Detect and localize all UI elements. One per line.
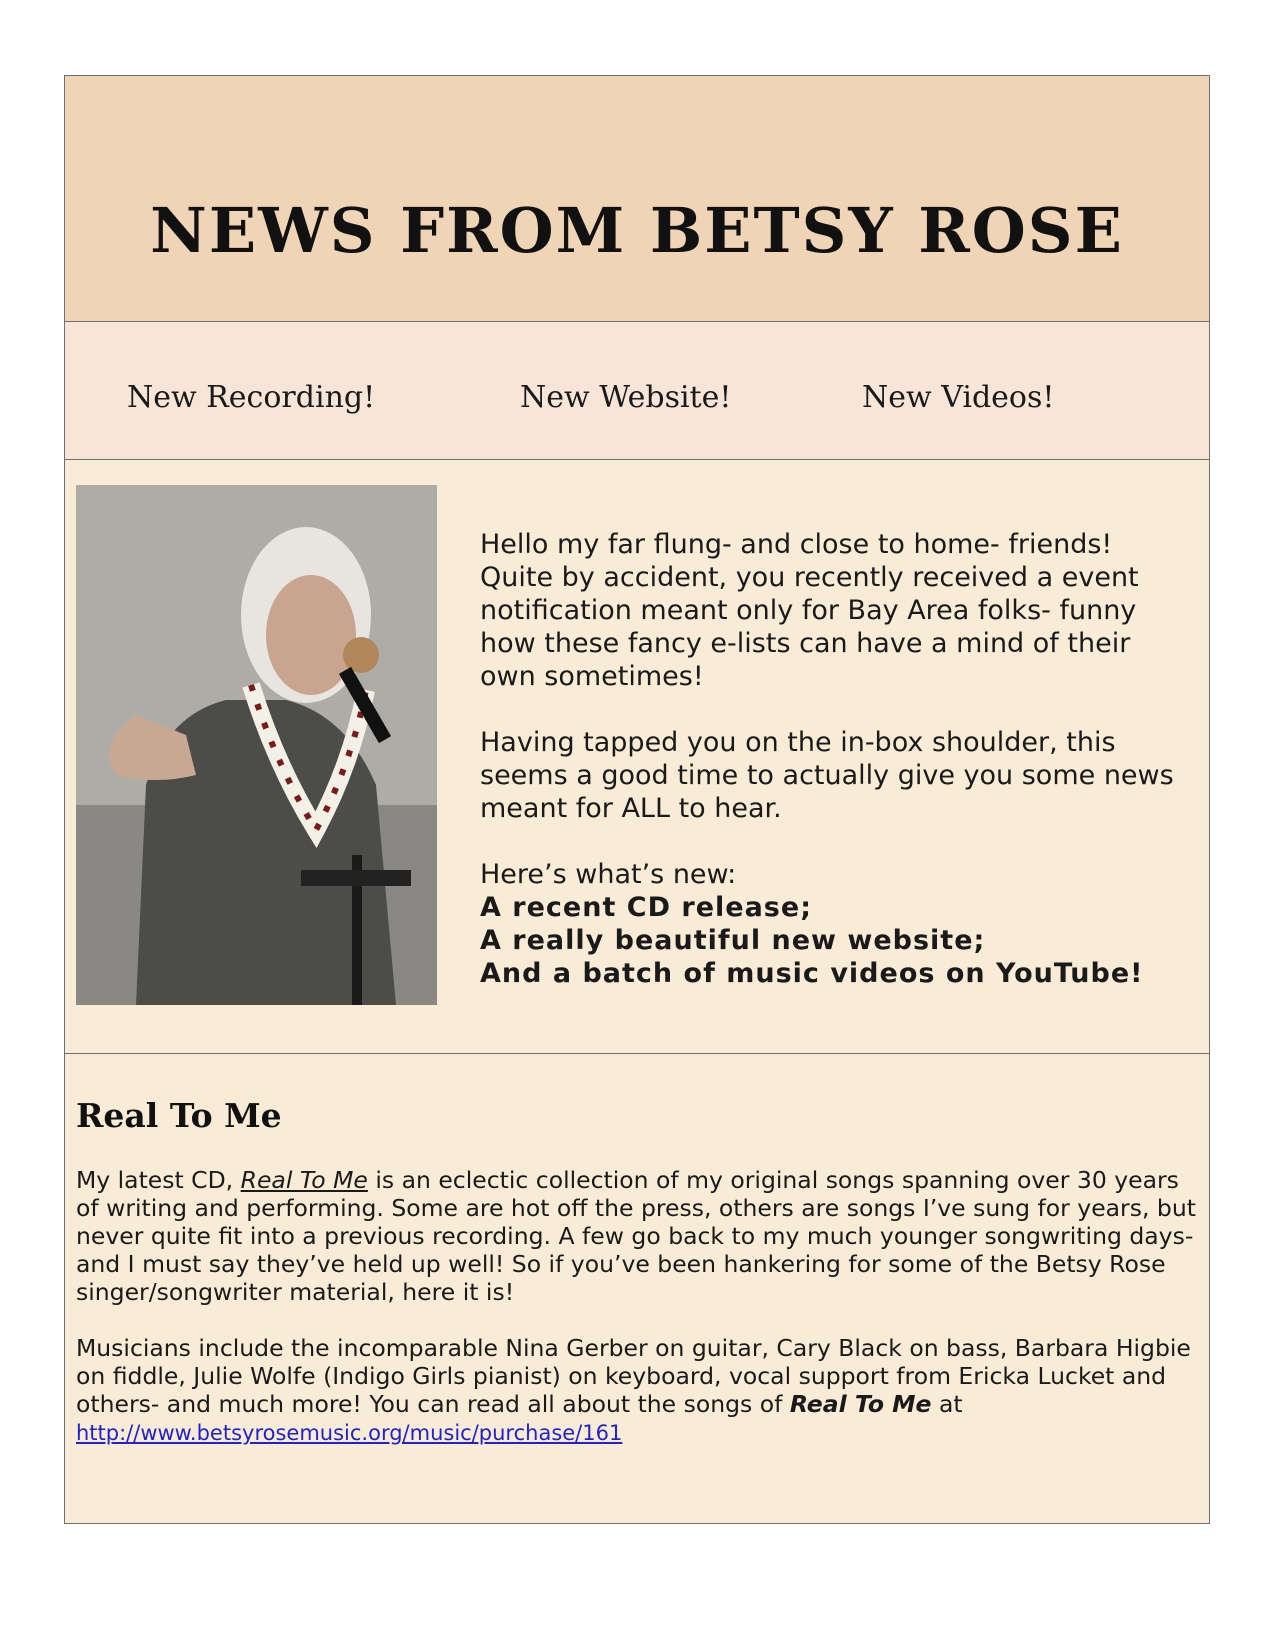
cd-section <box>65 1054 1209 1524</box>
newsletter-title: NEWS FROM BETSY ROSE <box>150 194 1124 267</box>
cd-p1-rest: is an eclectic collection of my original songs spanning over 30 years of writing and performing. Some are hot off the press, others are songs I’ve sung for years, but never quite fit into a previous recording. A few go back to my much younger songwriting days- and I must say they’ve held up well! So if you’ve been hankering for some of the Betsy Rose singer/songwriter material, here it is! <box>76 1166 1196 1306</box>
teaser-new-videos[interactable]: New Videos! <box>862 380 1055 415</box>
betsy-rose-photo <box>76 485 437 1005</box>
whats-new-label: Here’s what’s new: <box>480 859 737 890</box>
intro-section <box>65 460 1209 1054</box>
intro-paragraph-1: Hello my far flung- and close to home- friends! Quite by accident, you recently received a event notification meant only for Bay Area folks- funny how these fancy e-lists can have a mind of their own sometimes! <box>480 529 1139 692</box>
header-banner <box>65 76 1209 322</box>
intro-text <box>480 528 1190 990</box>
cd-p1-prefix: My latest CD, <box>76 1166 241 1194</box>
teaser-new-website[interactable]: New Website! <box>520 380 732 415</box>
cd-title-link[interactable]: Real To Me <box>240 1166 368 1194</box>
cd-p2-title: Real To Me <box>789 1390 932 1418</box>
news-item-videos: And a batch of music videos on YouTube! <box>480 958 1144 989</box>
cd-section-heading: Real To Me <box>76 1096 282 1135</box>
cd-paragraph-2 <box>76 1334 1201 1447</box>
cd-p2-at: at <box>931 1390 963 1418</box>
cd-p2-prefix: Musicians include the incomparable Nina Gerber on guitar, Cary Black on bass, Barbara Higbie on fiddle, Julie Wolfe (Indigo Girls pianist) on keyboard, vocal support from Ericka Lucket and others- and much more! You can read all about the songs of <box>76 1334 1191 1418</box>
news-item-cd: A recent CD release; <box>480 892 812 923</box>
whats-new-block <box>480 858 1190 990</box>
news-item-website: A really beautiful new website; <box>480 925 986 956</box>
newsletter-frame <box>64 75 1210 1524</box>
teaser-bar <box>65 322 1209 460</box>
cd-paragraph-1 <box>76 1166 1201 1306</box>
teaser-new-recording[interactable]: New Recording! <box>127 380 376 415</box>
purchase-url-link[interactable]: http://www.betsyrosemusic.org/music/purchase/161 <box>76 1421 623 1445</box>
intro-paragraph-2: Having tapped you on the in-box shoulder, this seems a good time to actually give you some news meant for ALL to hear. <box>480 727 1174 824</box>
cd-section-text <box>76 1166 1201 1475</box>
